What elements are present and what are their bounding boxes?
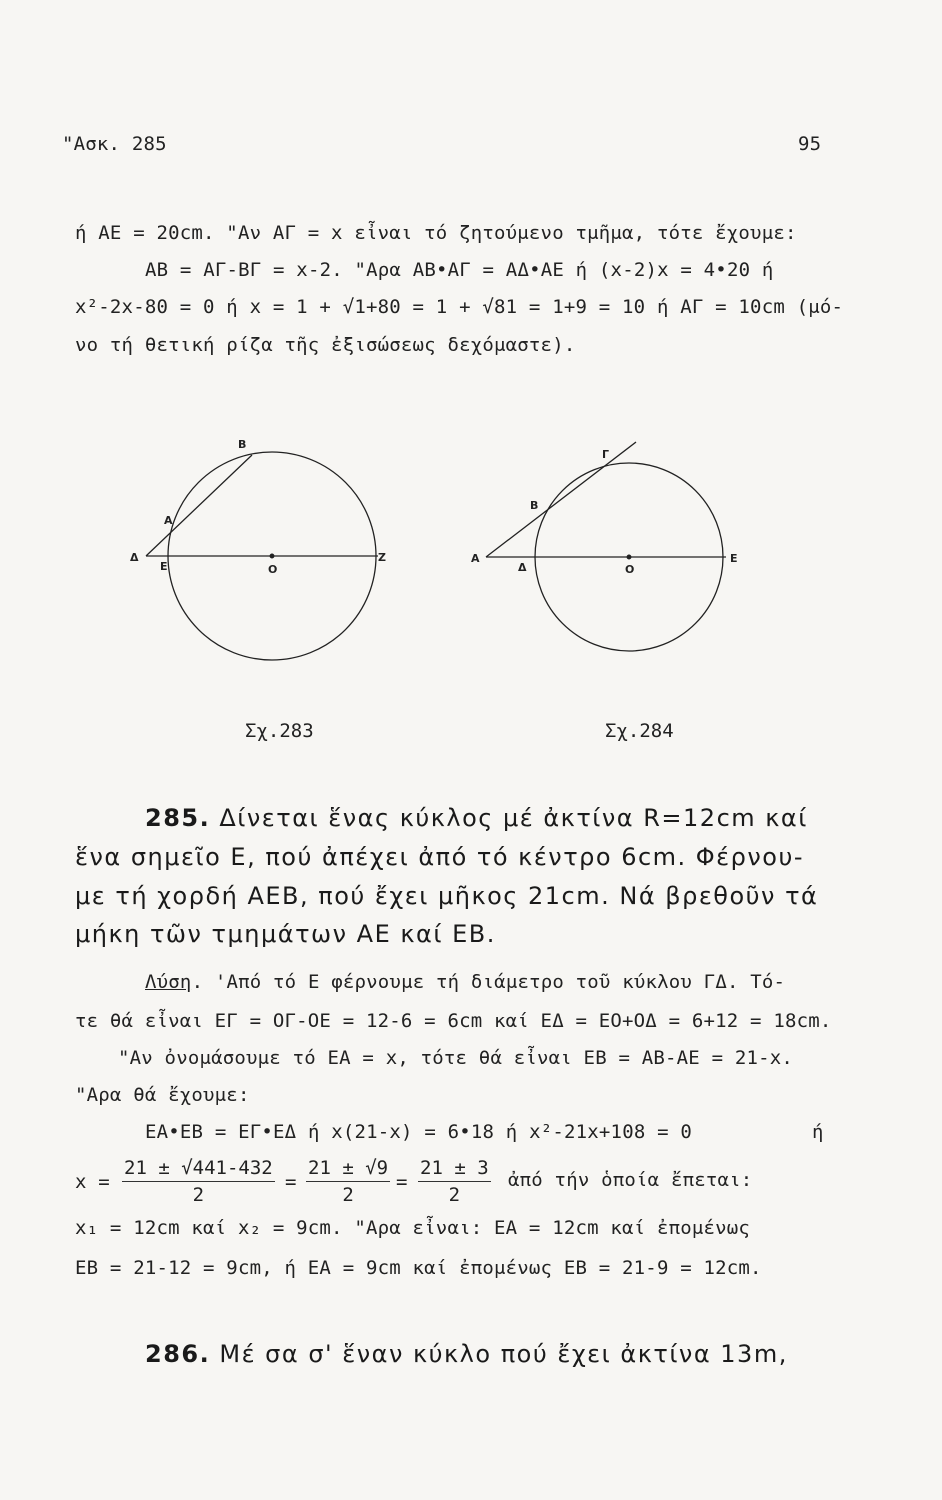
figure-caption-283: Σχ.283 (245, 720, 314, 742)
solution-line-5: ΕΑ•ΕΒ = ΕΓ•ΕΔ ή x(21-x) = 6•18 ή x²-21x+108 = 0 (145, 1121, 693, 1143)
problem-285-line-4: μήκη τῶν τμημάτων ΑΕ καί ΕΒ. (75, 920, 496, 948)
running-header-exercise: "Ασκ. 285 (62, 133, 167, 155)
page-number: 95 (798, 133, 822, 155)
fig283-label-e: E (160, 560, 168, 573)
figure-284 (486, 442, 726, 651)
solution-line-5-or: ή (812, 1121, 824, 1143)
solution-line-1 (145, 971, 785, 993)
fig284-secant-line (486, 442, 636, 557)
solution-line-3: "Αν ὀνομάσουμε τό ΕΑ = x, τότε θά εἶναι ΕΒ = ΑΒ-ΑΕ = 21-x. (118, 1047, 794, 1069)
follows-text: ἀπό τήν ὁποία ἔπεται: (508, 1169, 753, 1191)
fig283-center-point (270, 554, 274, 558)
solution-label: Λύση (145, 971, 192, 993)
figure-caption-284: Σχ.284 (605, 720, 674, 742)
fraction-1 (122, 1157, 275, 1206)
fig284-label-gamma: Γ (602, 448, 610, 461)
solution-line-7: x₁ = 12cm καί x₂ = 9cm. "Αρα εἶναι: ΕΑ = 12cm καί ἐπομένως (75, 1217, 751, 1239)
fig283-secant-line (146, 455, 252, 556)
fig283-label-z: Z (378, 551, 386, 564)
fraction-1-numerator: 21 ± √441-432 (122, 1157, 275, 1182)
problem-285-line-3: με τή χορδή ΑΕΒ, πού ἔχει μῆκος 21cm. Νά βρεθοῦν τά (75, 882, 819, 910)
fraction-3-denominator: 2 (448, 1184, 461, 1206)
fig284-label-delta: Δ (518, 561, 527, 574)
text-line: ή ΑΕ = 20cm. "Αν ΑΓ = x εἶναι τό ζητούμενο τμῆμα, τότε ἔχουμε: (75, 222, 797, 244)
geometry-figures (0, 0, 942, 720)
fig283-label-b: B (238, 438, 247, 451)
problem-text: Δίνεται ἕνας κύκλος μέ ἀκτίνα R=12cm καί (219, 804, 808, 832)
fraction-3-numerator: 21 ± 3 (418, 1157, 491, 1182)
fig284-label-e: E (730, 552, 738, 565)
solution-line-8: ΕΒ = 21-12 = 9cm, ή ΕΑ = 9cm καί ἐπομένως ΕΒ = 21-9 = 12cm. (75, 1257, 762, 1279)
problem-285-line-1 (145, 804, 808, 832)
fraction-2-numerator: 21 ± √9 (306, 1157, 390, 1182)
fraction-2 (306, 1157, 390, 1206)
problem-number: 286. (145, 1340, 211, 1368)
fig284-label-o: O (625, 563, 635, 576)
solution-line-2: τε θά εἶναι ΕΓ = ΟΓ-ΟΕ = 12-6 = 6cm καί ΕΔ = ΕΟ+ΟΔ = 6+12 = 18cm. (75, 1010, 832, 1032)
fig283-label-a: A (164, 514, 173, 527)
figure-283 (146, 452, 378, 660)
fraction-3 (418, 1157, 491, 1206)
problem-285-line-2: ἕνα σημεῖο Ε, πού ἀπέχει ἀπό τό κέντρο 6cm. Φέρνου- (75, 843, 805, 871)
fig284-center-point (627, 555, 631, 559)
text-line: ΑΒ = ΑΓ-ΒΓ = x-2. "Αρα ΑΒ•ΑΓ = ΑΔ•ΑΕ ή (x-2)x = 4•20 ή (145, 259, 774, 281)
equals-sign: = (285, 1171, 297, 1193)
problem-text: Μέ σα σ' ἕναν κύκλο πού ἔχει ἀκτίνα 13m, (219, 1340, 788, 1368)
text-line: νο τή θετική ρίζα τῆς ἐξισώσεως δεχόμαστε). (75, 334, 576, 356)
problem-number: 285. (145, 804, 211, 832)
equals-sign: = (396, 1171, 408, 1193)
solution-text: . 'Από τό Ε φέρνουμε τή διάμετρο τοῦ κύκλου ΓΔ. Τό- (191, 971, 786, 993)
fraction-2-denominator: 2 (342, 1184, 354, 1206)
fraction-1-denominator: 2 (192, 1184, 205, 1206)
x-equals: x = (75, 1171, 110, 1193)
fig283-label-o: O (268, 563, 278, 576)
problem-286-line-1 (145, 1340, 788, 1368)
fig284-label-a: A (471, 552, 480, 565)
solution-line-4: "Αρα θά ἔχουμε: (75, 1084, 250, 1106)
text-line: x²-2x-80 = 0 ή x = 1 + √1+80 = 1 + √81 = 1+9 = 10 ή ΑΓ = 10cm (μό- (75, 296, 844, 318)
fig283-label-delta: Δ (130, 551, 139, 564)
fig284-label-b: B (530, 499, 539, 512)
